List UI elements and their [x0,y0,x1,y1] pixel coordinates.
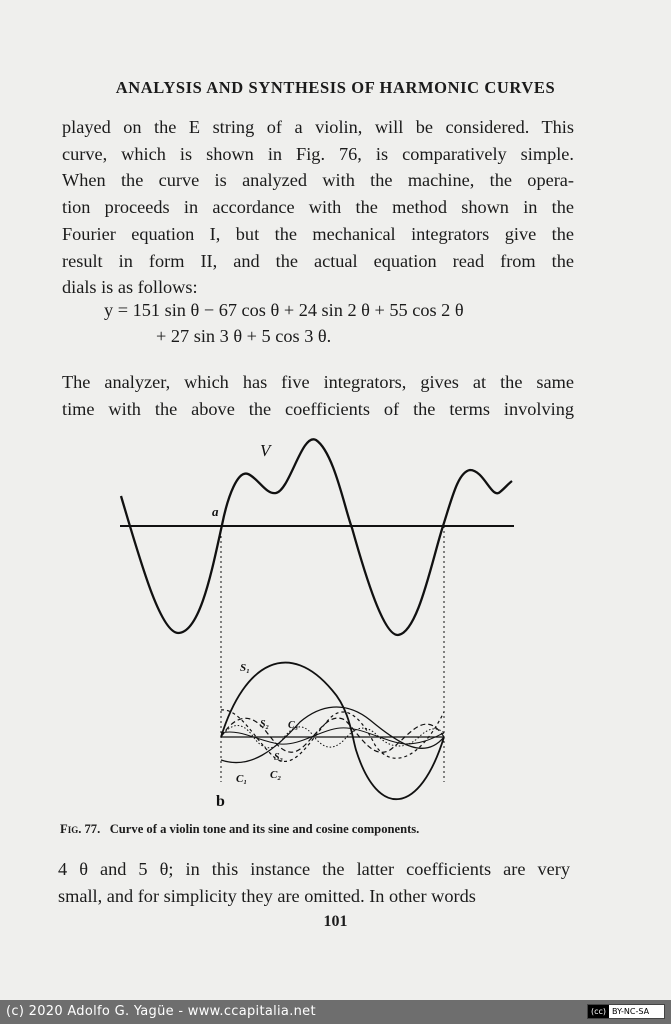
label-s1: S₁ [240,662,250,674]
text-line: time with the above the coefficients of the terms involving [62,398,574,419]
violin-tone-figure [0,430,671,820]
figure-caption-text: Curve of a violin tone and its sine and cosine components. [109,822,420,836]
text-line: played on the E string of a violin, will be considered. This [62,117,574,137]
paragraph-3 [58,856,570,909]
violin-tone-curve [121,439,512,635]
footer-credit: (c) 2020 Adolfo G. Yagüe - www.ccapitalia.net [6,1004,316,1019]
label-a: a [212,504,219,519]
label-s2: S₂ [260,719,270,730]
text-line: When the curve is analyzed with the machine, the opera- [62,170,574,191]
text-line: tion proceeds in accordance with the method shown in the [62,197,574,218]
label-b: b [216,793,225,810]
label-c3: C₃ [288,720,299,731]
footer-bar [0,1000,671,1024]
figure-number: Fig. 77. [60,822,101,836]
text-line: Fourier equation I, but the mechanical integrators give the [62,223,574,244]
text-line: dials is as follows: [62,277,198,298]
label-c1: C₁ [236,773,248,785]
label-v: V [260,441,271,460]
text-line: result in form II, and the actual equation read from the [62,250,574,271]
license-terms: BY-NC-SA [612,1007,650,1016]
text-line: 4 θ and 5 θ; in this instance the latter coefficients are very [58,859,570,879]
figure-caption [60,822,620,837]
c3-curve [221,728,444,744]
license-badge [587,1004,665,1019]
label-s3: S₃ [274,752,284,763]
text-line: The analyzer, which has five integrators, gives at the same [62,372,574,392]
cc-icon: (cc) [588,1005,609,1018]
s1-curve [221,663,444,800]
running-header: ANALYSIS AND SYNTHESIS OF HARMONIC CURVES [115,78,556,97]
label-c2: C₂ [270,769,282,781]
page-number: 101 [323,913,348,930]
equation-line-2: + 27 sin 3 θ + 5 cos 3 θ. [156,326,332,346]
paragraph-1 [62,114,574,301]
text-line: small, and for simplicity they are omitted. In other words [58,885,476,906]
equation-line-1: y = 151 sin θ − 67 cos θ + 24 sin 2 θ + 55 cos 2 θ [104,300,464,320]
c2-curve [221,710,444,762]
paragraph-2 [62,369,574,422]
text-line: curve, which is shown in Fig. 76, is comparatively simple. [62,143,574,164]
